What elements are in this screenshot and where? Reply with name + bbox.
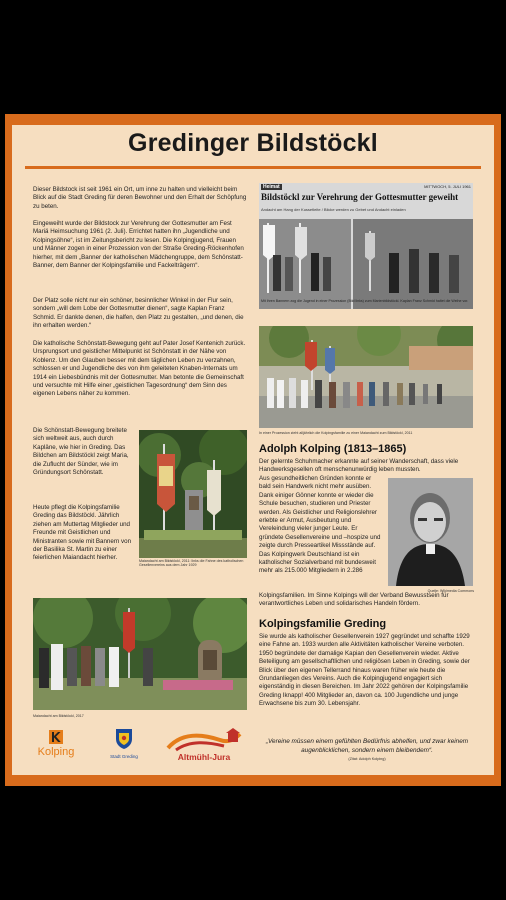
altmuehl-jura-logo bbox=[162, 728, 246, 768]
altmuehl-wave-icon bbox=[162, 728, 246, 752]
intro-paragraph-4: Die katholische Schönstatt-Bewegung geht auf Pater Josef Kentenich zurück. Ursprungsort und geistlicher Mittelpunkt ist Schönstatt in der Nähe von Koblenz. Um den Glauben besser mit dem täglichen Leben zu verzahnen, schlossen er und Jugendliche des von ihm geleiteten Knaben-Internats um 1914 ein Liebesbündnis mit der Gottesmutter. Man betonte die Gemeinschaft und versuchte mit Hilfe einer „geistlichen Tagesordnung“ dem Sinn des eigenen Lebens näher zu kommen. bbox=[33, 340, 246, 398]
page-title: Gredinger Bildstöckl bbox=[128, 129, 378, 157]
maiandacht-2017-caption: Maiandacht am Bildstöckl, 2017 bbox=[33, 714, 84, 718]
intro-paragraph-2: Eingeweiht wurde der Bildstock zur Verehrung der Gottesmutter am Fest Mariä Heimsuchung 1961 (2. Juli). Errichtet hatten ihn „Jugendliche und Kolpingsöhne“, ist im Zeitungsbericht zu lesen. Die Kolpingjugend, Frauen und Männer zogen in einer Prozession von der Straße Greding-Röckenhofen hierher, mit dem „Banner der katholischen Mädchengruppe, dem Schönstatt-Banner, dem Banner der Kolpingsfamilie und Fackelträgern“. bbox=[33, 220, 244, 270]
maiandacht-2017-photo bbox=[33, 598, 247, 710]
kolping-quote-source: (Zitat: Adolph Kolping) bbox=[348, 757, 386, 761]
adolph-kolping-portrait bbox=[388, 478, 473, 586]
newspaper-section-tag: Heimat bbox=[263, 184, 280, 190]
newspaper-subline: Andacht am Hang der Kussetleite / Blicke werden zu Gebet und Andacht einladen bbox=[261, 207, 406, 212]
kolping-logo bbox=[30, 730, 82, 770]
intro-paragraph-1: Dieser Bildstock ist seit 1961 ein Ort, um inne zu halten und vielleicht beim Blick auf die Stadt Greding für deren Bewohner und den Erhalt der Schöpfung zu beten. bbox=[33, 186, 247, 210]
portrait-caption: Quelle: Wikimedia Commons bbox=[427, 589, 474, 593]
coat-of-arms-icon bbox=[115, 728, 133, 750]
intro-paragraph-3: Der Platz solle nicht nur ein schöner, besinnlicher Winkel in der Flur sein, sondern „will dem Lobe der Gottesmutter dienen“, sagte Kaplan Franz Schmid. Er dankte denen, die halfen, den Platz zu gestalten, „und denen, die ihn erhalten werden.“ bbox=[33, 297, 244, 330]
procession-photo bbox=[259, 326, 473, 428]
altmuehl-jura-logo-text: Altmühl-Jura bbox=[177, 752, 231, 762]
kolping-quote: „Vereine müssen einem gefühlten Bedürfnis abhelfen, und zwar keinem augenblicklichen, sondern einem bleibendem“. bbox=[265, 738, 469, 754]
kolping-k-icon bbox=[49, 730, 63, 744]
procession-caption: In einer Prozession zieht alljährlich die Kolpingsfamilie zu einer Maiandacht zum Bildstöckl, 2011 bbox=[259, 431, 413, 435]
newspaper-caption: Mit ihren Bannern zog die Jugend in einer Prozession (Bild links) zum Marienbildstöckl. Kaplan Franz Schmid haltet die Weihe vor. bbox=[261, 299, 469, 303]
kolping-text-intro: Der gelernte Schuhmacher erkannte auf seiner Wanderschaft, dass viele Handwerksgesellen oft menschenunwürdig leben mussten. bbox=[259, 458, 459, 474]
kolping-heading: Adolph Kolping (1813–1865) bbox=[259, 443, 407, 455]
family-heading: Kolpingsfamilie Greding bbox=[259, 618, 387, 630]
newspaper-date: MITTWOCH, 5. JULI 1961 bbox=[424, 184, 471, 189]
newspaper-headline: Bildstöckl zur Verehrung der Gottesmutter geweiht bbox=[261, 192, 459, 202]
title-divider bbox=[25, 166, 481, 169]
kolping-text-end: Kolpingsfamilien. Im Sinne Kolpings will der Verband Bewusstsein für verantwortliches Leben und solidarisches Handeln fördern. bbox=[259, 592, 449, 608]
newspaper-clipping bbox=[259, 183, 473, 309]
family-text: Sie wurde als katholischer Gesellenverein 1927 gegründet und schaffte 1929 eine Fahne an. 1933 wurden alle Aktivitäten katholischer Vereine verboten. 1950 begründete der damalige Kapian den Gesellenverein wieder. Aktive Beteiligung am gesellschaftlichen und religiösen Leben in Greding, sowie der Blick über den eigenen Tellerrand hinaus waren früher wie heute die Grundanliegen des Vereins. Auch die Kolpingjugend engagiert sich eigenständig in diesen Bereichen. Im Jahr 2022 gehören der Kolpingsfamilie Greding Iknapp! 400 Mitglieder an, davon ca. 100 Jugendliche und junge Erwachsene bis zum 30. Lebensjahr. bbox=[259, 633, 470, 708]
shrine-banners-photo bbox=[139, 430, 247, 558]
kolping-text-body: Aus gesundheitlichen Gründen konnte er bald sein Handwerk nicht mehr ausüben. Dank einiger Gönner konnte er wieder die Schule besuchen, studieren und Priester werden. Als Geistlicher und Religionslehrer erlebte er Armut, Ausbeutung und Vereleindung vieler junger Leute. Er gründete Gesellenvereine und –hospize und zeigte durch Presseartikel Missstände auf. Das Kolpingwerk Deutschland ist ein katholischer Sozialverband mit bundesweit mehr als 215.000 Mitgliedern in 2.286 bbox=[259, 475, 381, 575]
intro-paragraph-6: Heute pflegt die Kolpingsfamilie Greding das Bildstöckl. Jährlich ziehen am Muttertag Mitglieder und Freunde mit Geistlichen und Ministranten sowie mit Bannern von der Basilika St. Martin zu einer feierlichen Maiandacht hierher. bbox=[33, 504, 132, 562]
shrine-banners-caption: Maiandacht am Bildstöckl, 2011: links die Fahne des katholischen Gesellenvereins aus dem Jahr 1929 bbox=[139, 559, 244, 567]
intro-paragraph-5: Die Schönstatt-Bewegung breitete sich weltweit aus, auch durch Kapläne, wie hier in Greding. Das Bildchen am Bildstöckl zeigt Maria, die Zuflucht der Sünder, wie im Gründungsort Schönstatt. bbox=[33, 427, 129, 477]
kolping-logo-text: Kolping bbox=[37, 746, 75, 758]
stadt-greding-logo-text: Stadt Greding bbox=[110, 754, 138, 759]
stadt-greding-logo bbox=[104, 728, 144, 772]
